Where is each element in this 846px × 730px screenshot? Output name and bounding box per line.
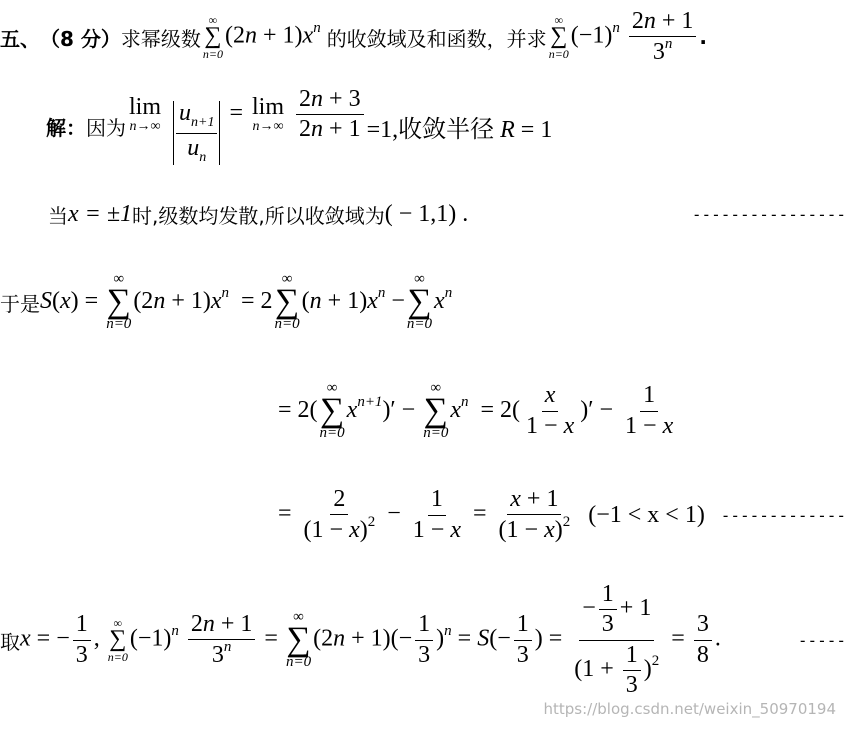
ratio-limit: lim n→∞ $\frac{u_{n+1}}{u_n}$ = lim n→∞ $\frac{2n + 3}{2n + 1}$: [126, 87, 367, 165]
convergence-domain-line: [48, 196, 846, 232]
simplification-line: [278, 480, 846, 550]
radius-text: =1,收敛半径 R = 1: [366, 116, 553, 143]
when-text: 当: [48, 203, 68, 228]
radius-value: = 1: [520, 116, 553, 143]
take-text: 取: [0, 629, 20, 654]
evaluation-expression: x = − $\frac{1}{3}$ , ∞ ∑ n=0 $(-1)^n$ $\frac{2n + 1}{3^n}$ = ∞ ∑ n=0 (2n + 1)(− $\frac{1}{3}$ )$^n$ = S(− $\frac{1}{3}$ ) = − $\frac{1}{3}$ + 1 (1 + $\frac{1}{3}$ )$^2$ = $\frac{3}{8}$ .: [20, 581, 721, 698]
simplified-expression: = $\frac{2}{(1 - x)^2}$ − $\frac{1}{1 - x}$ = $\frac{x + 1}{(1 - x)^2}$: [278, 485, 571, 543]
watermark: https://blog.csdn.net/weixin_50970194: [543, 700, 836, 718]
yushi-text: 于是: [0, 291, 40, 316]
sum-function-expression: S(x) = ∞ ∑ n=0 $(2n + 1)x^n = 2$ ∞ ∑ n=0 $(n + 1)x^n$ − ∞ ∑ n=0 $x^n$: [40, 270, 453, 333]
diverge-text: 时,级数均发散,所以收敛域为: [132, 203, 385, 228]
solution-ratio-test: [46, 85, 553, 165]
problem-text-2: 的收敛域及和函数，并求: [326, 26, 547, 51]
score-dashes-3: -----: [797, 630, 846, 650]
problem-label: 五、: [0, 26, 40, 51]
score-dashes-2: -------------: [720, 505, 846, 525]
series-expression: ∞ ∑ n=0 $(2n + 1)x^n$: [202, 13, 321, 61]
sum-function-line: [0, 270, 452, 334]
solution-label: 解：: [46, 115, 86, 140]
score-dashes-1: ----------------: [691, 204, 846, 224]
evaluation-line: [0, 578, 846, 702]
problem-score: （8 分）: [40, 26, 121, 51]
because-text: 因为: [86, 115, 126, 140]
domain-value: ( − 1,1) .: [384, 200, 469, 227]
problem-end: .: [699, 25, 707, 49]
derivative-expression: = 2( ∞ ∑ n=0 $x^{n+1})'$ − ∞ ∑ n=0 $x^n = 2$( $\frac{x}{1 - x}$ )′ − $\frac{1}{1 - x}$: [278, 379, 674, 442]
endpoint-condition: x = ±1: [68, 200, 133, 227]
validity-condition: (−1 < x < 1): [588, 501, 705, 528]
radius-var: R: [500, 116, 515, 143]
derivative-step-line: [278, 378, 679, 444]
problem-statement: [0, 8, 707, 66]
problem-text-1: 求幂级数: [120, 26, 201, 51]
numeric-series: ∞ ∑ n=0 $(-1)^n$ $\frac{2n + 1}{3^n}$: [547, 9, 700, 65]
